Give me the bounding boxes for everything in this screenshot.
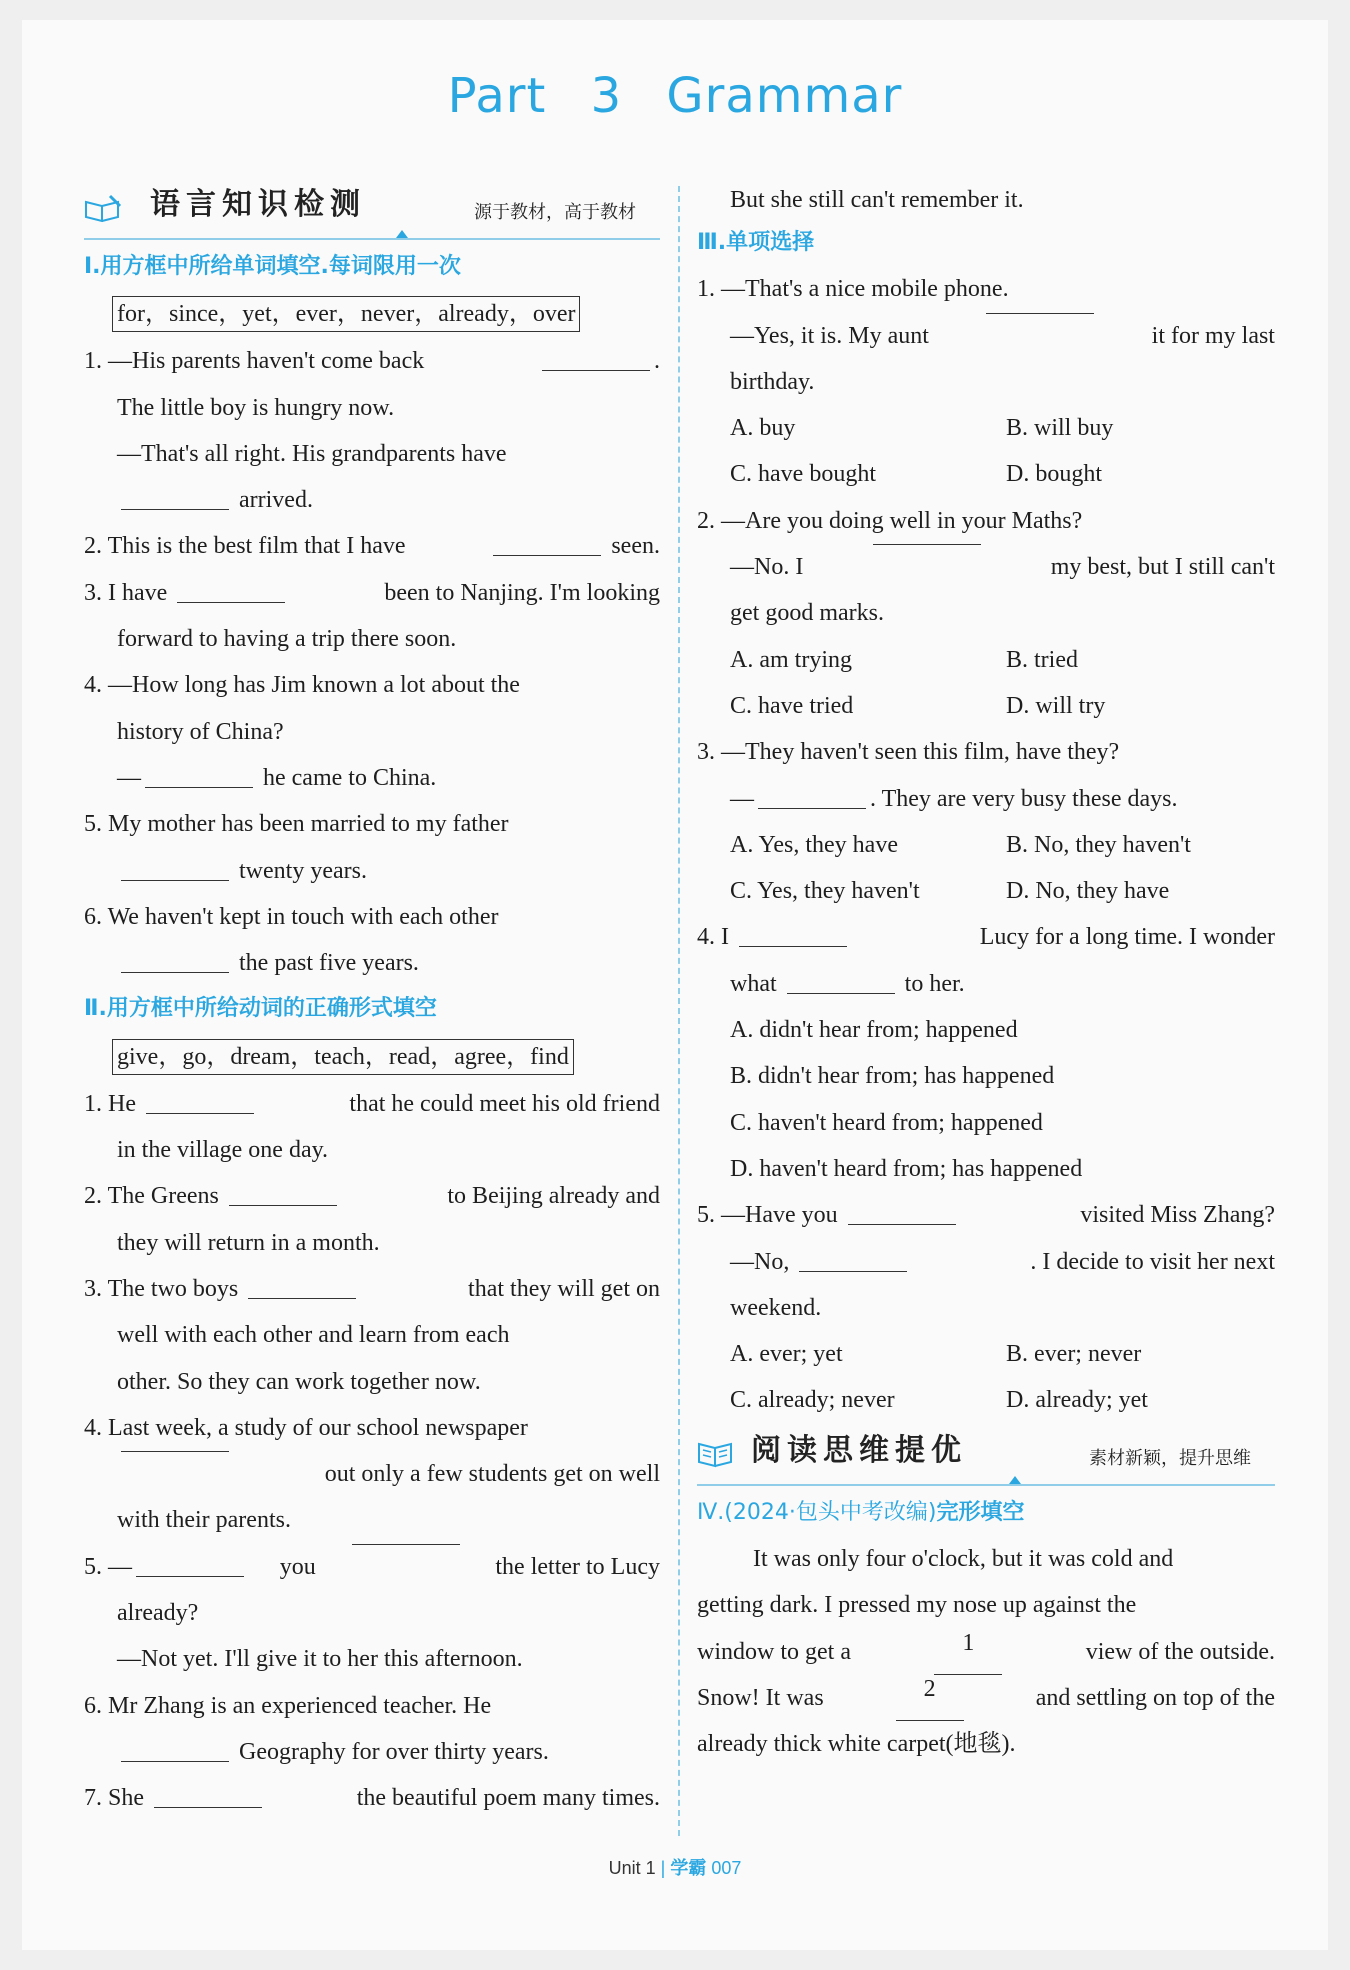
option-a[interactable]: A. didn't hear from; happened (730, 1017, 1018, 1044)
numbered-blank-2[interactable]: 2 (896, 1675, 964, 1721)
option-d[interactable]: D. No, they have (1006, 878, 1170, 905)
answer-blank[interactable] (542, 370, 650, 371)
answer-blank[interactable] (739, 946, 847, 947)
question-line: —No, . I decide to visit her next (730, 1248, 1275, 1275)
question-line: —Not yet. I'll give it to her this afternoon. (117, 1646, 523, 1673)
option-a[interactable]: A. buy (730, 415, 796, 442)
question-line: arrived. (84, 477, 660, 523)
banner-subtitle: 源于教材，高于教材 (474, 202, 636, 223)
option-d[interactable]: D. already; yet (1006, 1387, 1148, 1414)
banner-triangle (1009, 1476, 1021, 1484)
question: 1. —That's a nice mobile phone. (697, 276, 1009, 303)
answer-blank[interactable] (177, 602, 285, 603)
section-3-title: Ⅲ.单项选择 (697, 230, 815, 255)
option-d[interactable]: D. haven't heard from; has happened (730, 1155, 1083, 1182)
question: 4. Last week, a study of our school newspaper (84, 1414, 528, 1441)
option-row (697, 868, 1275, 914)
question-line: what to her. (730, 970, 965, 997)
question-line: weekend. (730, 1294, 822, 1321)
question: 4. I Lucy for a long time. I wonder (697, 924, 1275, 951)
answer-blank[interactable] (145, 787, 253, 788)
footer-unit: Unit 1 (608, 1858, 656, 1878)
option-row (697, 1377, 1275, 1423)
question-line: history of China? (117, 718, 284, 745)
answer-blank[interactable] (121, 972, 229, 973)
question: 5. —Have you visited Miss Zhang? (697, 1202, 1275, 1229)
open-book-icon (697, 1440, 735, 1468)
passage-line: It was only four o'clock, but it was cold and (753, 1546, 1174, 1573)
question-line: in the village one day. (117, 1137, 329, 1164)
question: 3. —They haven't seen this film, have they? (697, 739, 1120, 766)
banner-title: 语言知识检测 (150, 187, 366, 222)
option-row (697, 683, 1275, 729)
page-number: 007 (711, 1858, 742, 1878)
question-line: out only a few students get on well (84, 1451, 660, 1497)
answer-blank[interactable] (848, 1224, 956, 1225)
option-row (697, 637, 1275, 683)
book-pen-icon (84, 194, 122, 222)
question-line: the past five years. (84, 940, 660, 986)
answer-blank[interactable] (154, 1807, 262, 1808)
question: 3. The two boys that they will get on (84, 1275, 660, 1302)
question: 5. — you the letter to Lucy (84, 1544, 660, 1590)
column-divider (678, 186, 680, 1836)
question: 2. The Greens to Beijing already and (84, 1183, 660, 1210)
question: 2. —Are you doing well in your Maths? (697, 507, 1083, 534)
option-row (697, 451, 1275, 497)
answer-blank[interactable] (799, 1271, 907, 1272)
question-line: — . They are very busy these days. (730, 785, 1178, 812)
question-line: other. So they can work together now. (117, 1368, 481, 1395)
page-title: Part 3 Grammar (447, 68, 903, 124)
question: 6. We haven't kept in touch with each other (84, 903, 499, 930)
answer-blank[interactable] (146, 1113, 254, 1114)
word-box-2: give，go，dream，teach，read，agree，find (112, 1039, 574, 1075)
question-line: But she still can't remember it. (730, 187, 1024, 213)
section-4-title: Ⅳ.(2024·包头中考改编)完形填空 (697, 1499, 1025, 1525)
question: 7. She the beautiful poem many times. (84, 1785, 660, 1812)
question: 3. I have been to Nanjing. I'm looking (84, 579, 660, 606)
question: 1. —His parents haven't come back . (84, 348, 660, 375)
question: 6. Mr Zhang is an experienced teacher. He (84, 1692, 492, 1719)
section-1-title: Ⅰ.用方框中所给单词填空.每词限用一次 (84, 254, 461, 279)
banner-title: 阅读思维提优 (751, 1432, 967, 1468)
left-column (84, 180, 660, 1822)
section-banner (84, 180, 660, 240)
answer-blank[interactable] (229, 1205, 337, 1206)
passage-line: Snow! It was 2 and settling on top of the (697, 1675, 1275, 1721)
question: 5. My mother has been married to my father (84, 811, 509, 838)
word-box-1: for，since，yet，ever，never，already，over (112, 296, 580, 332)
passage-line: window to get a 1 view of the outside. (697, 1629, 1275, 1675)
option-b[interactable]: B. tried (1006, 646, 1078, 673)
question-line: birthday. (730, 368, 815, 395)
section-2-title: Ⅱ.用方框中所给动词的正确形式填空 (84, 996, 437, 1022)
banner-subtitle: 素材新颖，提升思维 (1089, 1447, 1251, 1469)
question-line: The little boy is hungry now. (117, 394, 395, 421)
option-b[interactable]: B. No, they haven't (1006, 831, 1191, 858)
option-row (697, 1331, 1275, 1377)
answer-blank[interactable] (121, 509, 229, 510)
answer-blank[interactable] (493, 555, 601, 556)
answer-blank[interactable] (121, 880, 229, 881)
question-line: with their parents. (117, 1507, 291, 1534)
question-line: —That's all right. His grandparents have (117, 440, 507, 467)
option-c[interactable]: C. haven't heard from; happened (730, 1109, 1043, 1136)
question-line: —Yes, it is. My aunt it for my last (697, 313, 1275, 359)
question-line: twenty years. (84, 848, 660, 894)
question: 4. —How long has Jim known a lot about the (84, 672, 520, 699)
option-a[interactable]: A. ever; yet (730, 1341, 843, 1368)
option-b[interactable]: B. ever; never (1006, 1341, 1142, 1368)
question-line: already? (117, 1600, 199, 1627)
footer-separator: | (660, 1858, 666, 1878)
answer-blank[interactable] (986, 313, 1094, 314)
question-line: Geography for over thirty years. (84, 1729, 660, 1775)
numbered-blank-1[interactable]: 1 (934, 1629, 1002, 1675)
option-b[interactable]: B. will buy (1006, 415, 1114, 442)
option-c[interactable]: C. Yes, they haven't (730, 878, 920, 905)
option-c[interactable]: C. already; never (730, 1387, 895, 1414)
option-a[interactable]: A. am trying (730, 646, 852, 673)
answer-blank[interactable] (758, 808, 866, 809)
option-a[interactable]: A. Yes, they have (730, 831, 898, 858)
option-row (697, 822, 1275, 868)
section-banner-2 (697, 1426, 1275, 1486)
answer-blank[interactable] (136, 1576, 244, 1577)
question-line: get good marks. (730, 600, 884, 627)
option-c[interactable]: C. have bought (730, 461, 876, 488)
answer-blank[interactable] (873, 544, 981, 545)
question: 1. He that he could meet his old friend (84, 1090, 660, 1117)
page-footer (0, 1854, 1350, 1880)
banner-triangle (396, 230, 408, 238)
option-row (697, 405, 1275, 451)
question-line: —No. I my best, but I still can't (697, 544, 1275, 590)
footer-brand: 学霸 (670, 1858, 707, 1878)
question-line: they will return in a month. (117, 1229, 380, 1256)
option-b[interactable]: B. didn't hear from; has happened (730, 1063, 1055, 1090)
answer-blank[interactable] (787, 993, 895, 994)
right-column (697, 180, 1275, 1768)
question-line: — he came to China. (117, 764, 437, 791)
answer-blank[interactable] (352, 1544, 460, 1545)
question: 2. This is the best film that I have seen. (84, 533, 660, 560)
answer-blank[interactable] (121, 1451, 229, 1452)
option-d[interactable]: D. will try (1006, 692, 1106, 719)
option-c[interactable]: C. have tried (730, 692, 854, 719)
question-line: well with each other and learn from each (117, 1322, 510, 1349)
answer-blank[interactable] (248, 1298, 356, 1299)
answer-blank[interactable] (121, 1761, 229, 1762)
option-d[interactable]: D. bought (1006, 461, 1102, 488)
passage-line: getting dark. I pressed my nose up against the (697, 1592, 1137, 1619)
question-line: forward to having a trip there soon. (117, 626, 457, 653)
passage-line: already thick white carpet(地毯). (697, 1731, 1016, 1758)
